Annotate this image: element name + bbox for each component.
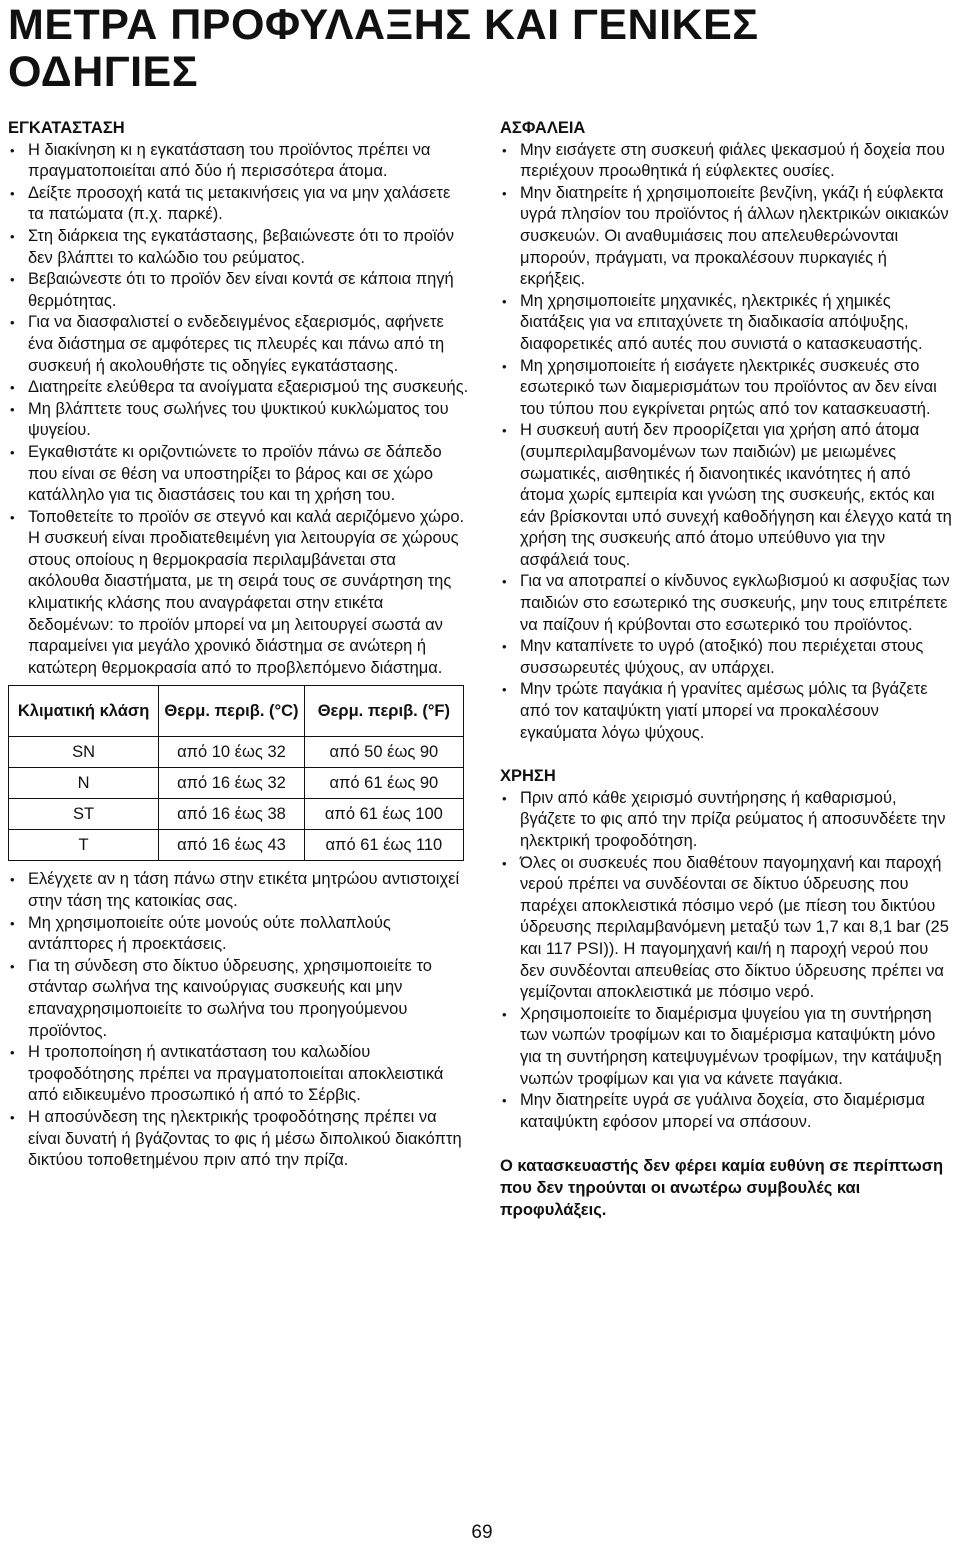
table-cell: ST [9,799,159,830]
list-item: • Μη χρησιμοποιείτε μηχανικές, ηλεκτρικές ή χημικές διατάξεις για να επιταχύνετε τη διαδικασία απόψυξης, διαφορετικές από αυτές που συνιστά ο κατασκευαστής. [500,291,952,356]
list-item: • Μη βλάπτετε τους σωλήνες του ψυκτικού κυκλώματος του ψυγείου. [8,399,470,442]
list-item: • Χρησιμοποιείτε το διαμέρισμα ψυγείου για τη συντήρηση των νωπών τροφίμων και το διαμέρισμα καταψύκτη μόνο για τη συντήρηση κατεψυγμένων τροφίμων, την κατάψυξη νωπών τροφίμων και για να κάνετε παγάκια. [500,1004,952,1090]
list-item: • Εγκαθιστάτε κι οριζοντιώνετε το προϊόν πάνω σε δάπεδο που είναι σε θέση να υποστηρίξει το βάρος και σε χώρο κατάλληλο για τις διαστάσεις του και τη χρήση του. [8,442,470,507]
list-item: • Για τη σύνδεση στο δίκτυο ύδρευσης, χρησιμοποιείτε το στάνταρ σωλήνα της καινούργιας συσκευής και μην επαναχρησιμοποιείτε το σωλήνα του προηγούμενου προϊόντος. [8,956,470,1042]
installation-heading: ΕΓΚΑΤΑΣΤΑΣΗ [8,119,125,137]
list-item: • Μη χρησιμοποιείτε ή εισάγετε ηλεκτρικές συσκευές στο εσωτερικό των διαμερισμάτων του προϊόντος αν δεν είναι του τύπου που εγκρίνεται ρητώς από τον κατασκευαστή. [500,356,952,421]
usage-list [500,788,952,1134]
page-title: ΜΕΤΡΑ ΠΡΟΦΥΛΑΞΗΣ ΚΑΙ ΓΕΝΙΚΕΣ ΟΔΗΓΙΕΣ [8,1,759,96]
table-cell: από 61 έως 110 [304,830,463,861]
list-item: • Μην διατηρείτε υγρά σε γυάλινα δοχεία, στο διαμέρισμα καταψύκτη εφόσον μπορεί να σπάσουν. [500,1090,952,1133]
table-row [9,830,464,861]
table-row [9,737,464,768]
table-cell: από 61 έως 100 [304,799,463,830]
table-cell: από 16 έως 32 [159,768,305,799]
table-cell: από 16 έως 43 [159,830,305,861]
section-spacer [500,744,952,766]
climate-class-table [8,685,464,861]
column-header-temp-fahrenheit: Θερμ. περιβ. (°F) [304,686,463,737]
usage-heading: ΧΡΗΣΗ [500,767,556,786]
safety-heading: ΑΣΦΑΛΕΙΑ [500,119,586,137]
table-row [9,799,464,830]
installation-list [8,140,470,680]
list-item: • Ελέγχετε αν η τάση πάνω στην ετικέτα μητρώου αντιστοιχεί στην τάση της κατοικίας σας. [8,869,470,912]
column-header-climate-class: Κλιματική κλάση [9,686,159,737]
list-item: • Για να αποτραπεί ο κίνδυνος εγκλωβισμού κι ασφυξίας των παιδιών στο εσωτερικό της συσκευής, μην τους επιτρέπετε να παίζουν ή κρύβονται στο εσωτερικό του προϊόντος. [500,571,952,636]
table-cell: SN [9,737,159,768]
installation-list-continued [8,869,470,1171]
table-cell: από 61 έως 90 [304,768,463,799]
list-item: • Μη χρησιμοποιείτε ούτε μονούς ούτε πολλαπλούς αντάπτορες ή προεκτάσεις. [8,913,470,956]
table-cell: από 50 έως 90 [304,737,463,768]
table-cell: από 10 έως 32 [159,737,305,768]
climate-table-wrapper [8,685,470,861]
list-item: • Τοποθετείτε το προϊόν σε στεγνό και καλά αεριζόμενο χώρο. Η συσκευή είναι προδιατεθειμένη για λειτουργία σε χώρους στους οποίους η θερμοκρασία περιλαμβάνεται στα ακόλουθα διαστήματα, με τη σειρά τους σε συνάρτηση της κλιματικής κλάσης που αναγράφεται στην ετικέτα δεδομένων: το προϊόν μπορεί να μη λειτουργεί σωστά αν παραμείνει για μεγάλο χρονικό διάστημα σε ανώτερη ή κατώτερη θερμοκρασία από το προβλεπόμενο διάστημα. [8,507,470,680]
list-item: • Δείξτε προσοχή κατά τις μετακινήσεις για να μην χαλάσετε τα πατώματα (π.χ. παρκέ). [8,183,470,226]
table-cell: N [9,768,159,799]
list-item: • Μην τρώτε παγάκια ή γρανίτες αμέσως μόλις τα βγάζετε από τον καταψύκτη γιατί μπορεί να προκαλέσουν εγκαύματα λόγω ψύχους. [500,679,952,744]
list-item: • Βεβαιώνεστε ότι το προϊόν δεν είναι κοντά σε κάποια πηγή θερμότητας. [8,269,470,312]
list-item: • Διατηρείτε ελεύθερα τα ανοίγματα εξαερισμού της συσκευής. [8,377,470,399]
page-number: 69 [471,1522,493,1543]
list-item: • Η αποσύνδεση της ηλεκτρικής τροφοδότησης πρέπει να είναι δυνατή ή βγάζοντας το φις ή μέσω διπολικού διακόπτη δικτύου τοποθετημένου πριν από την πρίζα. [8,1107,470,1172]
table-cell: από 16 έως 38 [159,799,305,830]
table-header-row [9,686,464,737]
list-item: • Μην εισάγετε στη συσκευή φιάλες ψεκασμού ή δοχεία που περιέχουν προωθητικά ή εύφλεκτες ουσίες. [500,140,952,183]
manufacturer-disclaimer: Ο κατασκευαστής δεν φέρει καμία ευθύνη σε περίπτωση που δεν τηρούνται οι ανωτέρω συμβουλές και προφυλάξεις. [500,1157,944,1220]
list-item: • Μην καταπίνετε το υγρό (ατοξικό) που περιέχεται στους συσσωρευτές ψύχους, αν υπάρχει. [500,636,952,679]
list-item: • Όλες οι συσκευές που διαθέτουν παγομηχανή και παροχή νερού πρέπει να συνδέονται σε δίκτυο ύδρευσης που παρέχει αποκλειστικά πόσιμο νερό (με πίεση του δικτύου ύδρευσης περιλαμβανόμενη μεταξύ των 1,7 και 8,1 bar (25 και 117 PSI)). Η παγομηχανή και/ή η παροχή νερού που δεν συνδέονται απευθείας στο δίκτυο ύδρευσης πρέπει να γεμίζονται αποκλειστικά με πόσιμο νερό. [500,853,952,1004]
left-column [8,118,470,1172]
table-cell: T [9,830,159,861]
right-column [500,118,952,1221]
column-header-temp-celsius: Θερμ. περιβ. (°C) [159,686,305,737]
list-item: • Μην διατηρείτε ή χρησιμοποιείτε βενζίνη, γκάζι ή εύφλεκτα υγρά πλησίον του προϊόντος ή άλλων ηλεκτρικών οικιακών συσκευών. Οι αναθυμιάσεις που απελευθερώνονται μπορούν, πράγματι, να προκαλέσουν πυρκαγιές ή εκρήξεις. [500,183,952,291]
list-item: • Η συσκευή αυτή δεν προορίζεται για χρήση από άτομα (συμπεριλαμβανομένων των παιδιών) με μειωμένες σωματικές, αισθητικές ή διανοητικές ικανότητες ή από άτομα χωρίς εμπειρία και γνώση της συσκευής, εκτός και εάν βρίσκονται υπό συνεχή καθοδήγηση και έλεγχο κατά τη χρήση της συσκευής από άτομο υπεύθυνο για την ασφάλειά τους. [500,420,952,571]
list-item: • Στη διάρκεια της εγκατάστασης, βεβαιώνεστε ότι το προϊόν δεν βλάπτει το καλώδιο του ρεύματος. [8,226,470,269]
table-row [9,768,464,799]
list-item: • Η διακίνηση κι η εγκατάσταση του προϊόντος πρέπει να πραγματοποιείται από δύο ή περισσότερα άτομα. [8,140,470,183]
safety-list [500,140,952,745]
list-item: • Πριν από κάθε χειρισμό συντήρησης ή καθαρισμού, βγάζετε το φις από την πρίζα ρεύματος ή αποσυνδέετε την ηλεκτρική τροφοδότηση. [500,788,952,853]
list-item: • Η τροποποίηση ή αντικατάσταση του καλωδίου τροφοδότησης πρέπει να πραγματοποιείται αποκλειστικά από ειδικευμένο προσωπικό ή από το Σέρβις. [8,1042,470,1107]
list-item: • Για να διασφαλιστεί ο ενδεδειγμένος εξαερισμός, αφήνετε ένα διάστημα σε αμφότερες τις πλευρές και πάνω από τη συσκευή ή ακολουθήστε τις οδηγίες εγκατάστασης. [8,312,470,377]
section-spacer [500,1133,952,1155]
